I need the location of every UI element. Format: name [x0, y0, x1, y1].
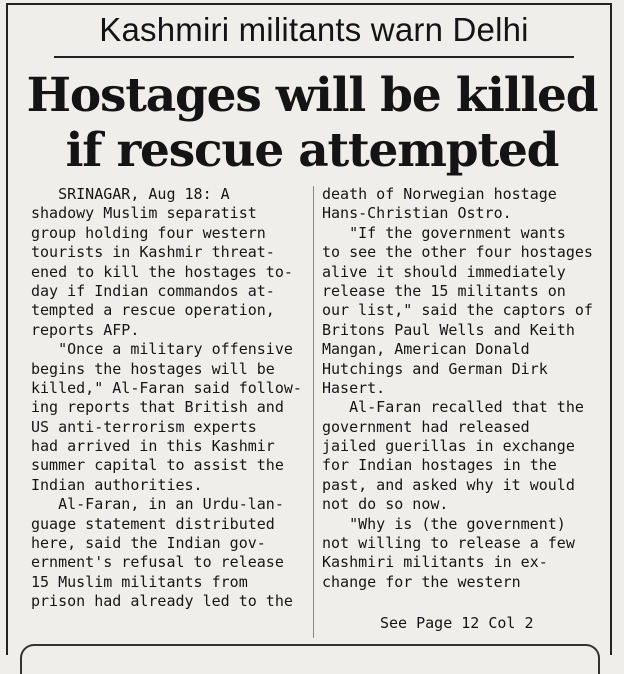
- body-line: had arrived in this Kashmir: [31, 437, 275, 456]
- body-line: prison had already led to the: [31, 592, 293, 611]
- body-line: group holding four western: [31, 223, 266, 242]
- body-line: 15 Muslim militants from: [31, 572, 248, 591]
- body-line: for Indian hostages in the: [322, 456, 557, 475]
- body-line: past, and asked why it would: [322, 475, 575, 494]
- body-line: Hans-Christian Ostro.: [322, 204, 512, 223]
- body-line: begins the hostages will be: [31, 359, 275, 378]
- body-line: "Once a military offensive: [31, 340, 293, 359]
- headline-line-1: Hostages will be killed: [26, 68, 598, 123]
- body-line: Al-Faran recalled that the: [322, 398, 584, 417]
- body-line: Kashmiri militants in ex-: [322, 553, 548, 572]
- body-line: jailed guerillas in exchange: [322, 437, 575, 456]
- article-left-column: [31, 185, 303, 612]
- body-line: day if Indian commandos at-: [31, 281, 275, 300]
- body-line: death of Norwegian hostage: [322, 185, 557, 203]
- body-line: killed," Al-Faran said follow-: [31, 378, 302, 397]
- continuation-line: See Page 12 Col 2: [380, 614, 534, 632]
- body-line: Indian authorities.: [31, 475, 203, 494]
- body-line: government had released: [322, 417, 530, 436]
- body-line: guage statement distributed: [31, 514, 275, 533]
- body-line: not willing to release a few: [322, 534, 575, 553]
- article-kicker: Kashmiri militants warn Delhi: [54, 8, 574, 58]
- body-line: ened to kill the hostages to-: [31, 262, 293, 281]
- body-line: Britons Paul Wells and Keith: [322, 320, 575, 339]
- body-line: shadowy Muslim separatist: [31, 204, 257, 223]
- article-right-column: [322, 185, 603, 592]
- body-line: here, said the Indian gov-: [31, 534, 266, 553]
- body-line: to see the other four hostages: [322, 243, 593, 262]
- body-line: Mangan, American Donald: [322, 340, 530, 359]
- body-line: release the 15 militants on: [322, 281, 566, 300]
- body-line: change for the western: [322, 572, 521, 591]
- body-line: ing reports that British and: [31, 398, 284, 417]
- body-line: tourists in Kashmir threat-: [31, 243, 275, 262]
- headline-line-2: if rescue attempted: [65, 123, 559, 178]
- body-line: "If the government wants: [322, 223, 566, 242]
- body-line: summer capital to assist the: [31, 456, 284, 475]
- body-line: SRINAGAR, Aug 18: A: [31, 185, 230, 203]
- body-line: "Why is (the government): [322, 514, 566, 533]
- body-line: reports AFP.: [31, 320, 140, 339]
- body-line: US anti-terrorism experts: [31, 417, 257, 436]
- next-article-border: [20, 644, 600, 674]
- body-line: Hutchings and German Dirk: [322, 359, 548, 378]
- column-divider: [313, 186, 314, 638]
- body-line: tempted a rescue operation,: [31, 301, 275, 320]
- body-line: alive it should immediately: [322, 262, 566, 281]
- body-line: ernment's refusal to release: [31, 553, 284, 572]
- body-line: our list," said the captors of: [322, 301, 593, 320]
- body-line: Hasert.: [322, 378, 386, 397]
- body-line: Al-Faran, in an Urdu-lan-: [31, 495, 284, 514]
- body-line: not do so now.: [322, 495, 449, 514]
